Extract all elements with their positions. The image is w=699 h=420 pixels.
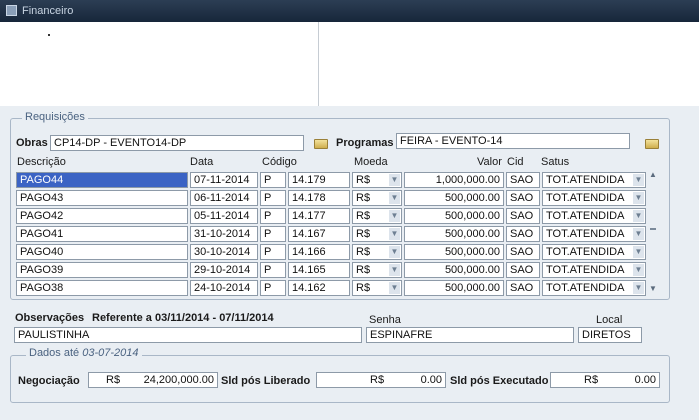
obras-lookup-button[interactable]: [314, 139, 328, 149]
referente-label: Referente a 03/11/2014 - 07/11/2014: [92, 312, 274, 324]
codigo-cell[interactable]: [288, 208, 350, 224]
descricao-cell-text: PAGO43: [20, 192, 64, 204]
col-status: Satus: [541, 156, 570, 168]
valor-cell-text: 1,000,000.00: [435, 174, 500, 186]
dados-legend: [26, 347, 142, 359]
tipo-cell[interactable]: [260, 262, 286, 278]
data-cell-text: 29-10-2014: [194, 264, 251, 276]
valor-cell[interactable]: [404, 208, 504, 224]
chevron-down-icon[interactable]: ▼: [390, 265, 399, 274]
status-select[interactable]: [542, 190, 646, 206]
data-cell[interactable]: [190, 190, 258, 206]
cid-cell-text: SAO: [510, 192, 534, 204]
valor-cell-text: 500,000.00: [444, 246, 500, 258]
executado-currency: R$: [584, 374, 599, 386]
cid-cell-text: SAO: [510, 228, 534, 240]
valor-cell-text: 500,000.00: [444, 282, 500, 294]
data-cell[interactable]: [190, 244, 258, 260]
valor-cell[interactable]: [404, 280, 504, 296]
tipo-cell-text: P: [264, 174, 272, 186]
tipo-cell[interactable]: [260, 226, 286, 242]
negociacao-field: [88, 372, 218, 388]
tipo-cell-text: P: [264, 228, 272, 240]
negociacao-currency: R$: [106, 374, 121, 386]
tipo-cell[interactable]: [260, 280, 286, 296]
senha-label: Senha: [369, 314, 401, 326]
valor-cell-text: 500,000.00: [444, 210, 500, 222]
data-cell[interactable]: [190, 208, 258, 224]
descricao-cell-text: PAGO39: [20, 264, 64, 276]
valor-cell-text: 500,000.00: [444, 228, 500, 240]
moeda-select-text: R$: [356, 282, 371, 294]
executado-field: [550, 372, 660, 388]
moeda-select[interactable]: [352, 172, 402, 188]
codigo-cell[interactable]: [288, 244, 350, 260]
cursor-dot: [48, 34, 50, 36]
liberado-field: [316, 372, 446, 388]
valor-cell[interactable]: [404, 190, 504, 206]
status-select-text: TOT.ATENDIDA: [546, 192, 625, 204]
moeda-select[interactable]: [352, 226, 402, 242]
codigo-cell-text: 14.165: [292, 264, 326, 276]
cid-cell-text: SAO: [510, 264, 534, 276]
moeda-select-text: R$: [356, 264, 371, 276]
descricao-cell-text: PAGO41: [20, 228, 64, 240]
status-select[interactable]: [542, 208, 646, 224]
liberado-value: 0.00: [420, 374, 442, 386]
chevron-down-icon[interactable]: ▼: [634, 211, 643, 220]
moeda-select-text: R$: [356, 210, 371, 222]
cid-cell[interactable]: [506, 208, 540, 224]
senha-field[interactable]: ESPINAFRE: [366, 327, 574, 343]
chevron-down-icon[interactable]: ▼: [634, 175, 643, 184]
programas-lookup-button[interactable]: [645, 139, 659, 149]
codigo-cell[interactable]: [288, 262, 350, 278]
status-select[interactable]: [542, 172, 646, 188]
codigo-cell-text: 14.167: [292, 228, 326, 240]
panel-divider: [318, 22, 319, 106]
descricao-cell-text: PAGO38: [20, 282, 64, 294]
data-cell[interactable]: [190, 262, 258, 278]
col-codigo: Código: [262, 156, 297, 168]
tipo-cell[interactable]: [260, 244, 286, 260]
chevron-down-icon[interactable]: ▼: [390, 211, 399, 220]
descricao-cell[interactable]: [16, 190, 188, 206]
codigo-cell-text: 14.178: [292, 192, 326, 204]
descricao-cell[interactable]: [16, 280, 188, 296]
cid-cell[interactable]: [506, 262, 540, 278]
descricao-cell[interactable]: [16, 208, 188, 224]
window-title: Financeiro: [22, 5, 74, 17]
descricao-cell-text: PAGO40: [20, 246, 64, 258]
table-scrollbar[interactable]: [648, 170, 658, 294]
obras-label: Obras: [16, 137, 48, 149]
cid-cell-text: SAO: [510, 210, 534, 222]
col-valor: Valor: [477, 156, 502, 168]
valor-cell[interactable]: [404, 262, 504, 278]
tipo-cell[interactable]: [260, 208, 286, 224]
status-select-text: TOT.ATENDIDA: [546, 246, 625, 258]
status-select-text: TOT.ATENDIDA: [546, 264, 625, 276]
tipo-cell-text: P: [264, 192, 272, 204]
status-select-text: TOT.ATENDIDA: [546, 210, 625, 222]
cid-cell[interactable]: [506, 172, 540, 188]
liberado-label: Sld pós Liberado: [221, 375, 311, 387]
data-cell-text: 05-11-2014: [194, 210, 250, 222]
status-select[interactable]: [542, 244, 646, 260]
codigo-cell-text: 14.179: [292, 174, 326, 186]
observacoes-label: Observações: [15, 312, 85, 324]
chevron-down-icon[interactable]: ▼: [390, 283, 399, 292]
cid-cell-text: SAO: [510, 282, 534, 294]
app-icon: [6, 5, 17, 16]
chevron-down-icon[interactable]: ▼: [634, 229, 643, 238]
moeda-select-text: R$: [356, 192, 371, 204]
valor-cell-text: 500,000.00: [444, 192, 500, 204]
moeda-select-text: R$: [356, 246, 371, 258]
blank-panel: [0, 22, 699, 106]
cid-cell-text: SAO: [510, 246, 534, 258]
tipo-cell-text: P: [264, 210, 272, 222]
status-select[interactable]: [542, 262, 646, 278]
tipo-cell-text: P: [264, 282, 272, 294]
scroll-thumb[interactable]: [650, 228, 656, 230]
codigo-cell[interactable]: [288, 172, 350, 188]
codigo-cell[interactable]: [288, 190, 350, 206]
cid-cell-text: SAO: [510, 174, 534, 186]
valor-cell-text: 500,000.00: [444, 264, 500, 276]
cid-cell[interactable]: [506, 280, 540, 296]
status-select-text: TOT.ATENDIDA: [546, 174, 625, 186]
data-cell-text: 07-11-2014: [194, 174, 250, 186]
status-select-text: TOT.ATENDIDA: [546, 282, 625, 294]
col-cid: Cid: [507, 156, 524, 168]
valor-cell[interactable]: [404, 244, 504, 260]
programas-field[interactable]: FEIRA - EVENTO-14: [396, 133, 630, 149]
moeda-select[interactable]: [352, 280, 402, 296]
moeda-select-text: R$: [356, 174, 371, 186]
scroll-down-icon[interactable]: ▼: [649, 284, 657, 293]
cid-cell[interactable]: [506, 226, 540, 242]
descricao-cell-text: PAGO44: [20, 174, 64, 186]
dados-legend-prefix: Dados até: [29, 347, 80, 359]
window-title-bar: [0, 0, 699, 22]
chevron-down-icon[interactable]: ▼: [634, 283, 643, 292]
codigo-cell[interactable]: [288, 226, 350, 242]
scroll-up-icon[interactable]: ▲: [649, 170, 657, 179]
executado-label: Sld pós Executado: [450, 375, 549, 387]
descricao-cell[interactable]: [16, 172, 188, 188]
requisicoes-legend: Requisições: [22, 111, 88, 123]
local-field[interactable]: DIRETOS: [578, 327, 642, 343]
liberado-currency: R$: [370, 374, 385, 386]
col-data: Data: [190, 156, 214, 168]
chevron-down-icon[interactable]: ▼: [390, 247, 399, 256]
status-select[interactable]: [542, 280, 646, 296]
data-cell[interactable]: [190, 172, 258, 188]
data-cell-text: 31-10-2014: [194, 228, 251, 240]
chevron-down-icon[interactable]: ▼: [390, 229, 399, 238]
data-cell-text: 06-11-2014: [194, 192, 250, 204]
dados-legend-date: 03-07-2014: [82, 347, 139, 359]
tipo-cell-text: P: [264, 264, 272, 276]
moeda-select-text: R$: [356, 228, 371, 240]
valor-cell[interactable]: [404, 226, 504, 242]
local-label: Local: [596, 314, 623, 326]
moeda-select[interactable]: [352, 190, 402, 206]
moeda-select[interactable]: [352, 262, 402, 278]
codigo-cell-text: 14.162: [292, 282, 326, 294]
obras-field[interactable]: CP14-DP - EVENTO14-DP: [50, 135, 304, 151]
descricao-cell[interactable]: [16, 262, 188, 278]
codigo-cell-text: 14.177: [292, 210, 326, 222]
chevron-down-icon[interactable]: ▼: [390, 193, 399, 202]
status-select[interactable]: [542, 226, 646, 242]
negociacao-label: Negociação: [18, 375, 80, 387]
cid-cell[interactable]: [506, 190, 540, 206]
descricao-cell[interactable]: [16, 244, 188, 260]
status-select-text: TOT.ATENDIDA: [546, 228, 625, 240]
descricao-cell-text: PAGO42: [20, 210, 64, 222]
tipo-cell-text: P: [264, 246, 272, 258]
moeda-select[interactable]: [352, 208, 402, 224]
descricao-cell[interactable]: [16, 226, 188, 242]
data-cell-text: 30-10-2014: [194, 246, 251, 258]
observacoes-field[interactable]: PAULISTINHA: [14, 327, 362, 343]
programas-label: Programas: [336, 137, 394, 149]
data-cell[interactable]: [190, 280, 258, 296]
col-descricao: Descrição: [17, 156, 66, 168]
codigo-cell[interactable]: [288, 280, 350, 296]
col-moeda: Moeda: [354, 156, 388, 168]
chevron-down-icon[interactable]: ▼: [634, 247, 643, 256]
negociacao-value: 24,200,000.00: [143, 374, 214, 386]
chevron-down-icon[interactable]: ▼: [634, 193, 643, 202]
chevron-down-icon[interactable]: ▼: [634, 265, 643, 274]
executado-value: 0.00: [634, 374, 656, 386]
moeda-select[interactable]: [352, 244, 402, 260]
chevron-down-icon[interactable]: ▼: [390, 175, 399, 184]
valor-cell[interactable]: [404, 172, 504, 188]
data-cell[interactable]: [190, 226, 258, 242]
tipo-cell[interactable]: [260, 172, 286, 188]
codigo-cell-text: 14.166: [292, 246, 326, 258]
data-cell-text: 24-10-2014: [194, 282, 251, 294]
cid-cell[interactable]: [506, 244, 540, 260]
tipo-cell[interactable]: [260, 190, 286, 206]
